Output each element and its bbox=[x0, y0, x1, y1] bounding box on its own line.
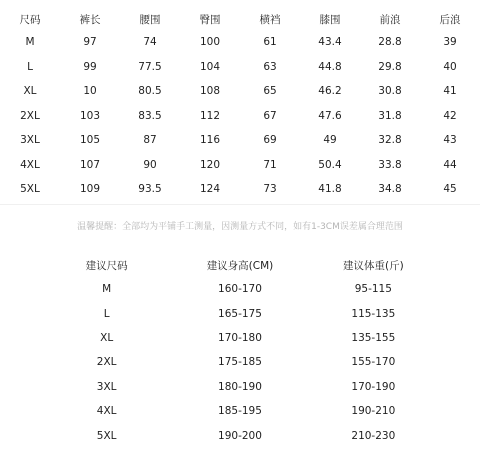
header-cell: 裤长 bbox=[79, 13, 101, 26]
table-cell: 4XL bbox=[20, 158, 40, 171]
table-cell: 41.8 bbox=[318, 183, 342, 196]
table-cell: 112 bbox=[199, 109, 221, 122]
table-cell: 99 bbox=[83, 60, 97, 73]
table-cell: 33.8 bbox=[378, 158, 402, 171]
table-cell: 135-155 bbox=[351, 331, 396, 344]
table-cell: 40 bbox=[443, 60, 457, 73]
table-cell: 49 bbox=[323, 134, 337, 147]
table-cell: 116 bbox=[199, 134, 221, 147]
table-cell: 32.8 bbox=[378, 134, 402, 147]
table-cell: 43 bbox=[443, 134, 457, 147]
header-cell: 膝围 bbox=[319, 13, 341, 26]
table-cell: 2XL bbox=[20, 109, 40, 122]
table-cell: 46.2 bbox=[318, 85, 342, 98]
table-cell: 31.8 bbox=[378, 109, 402, 122]
table-cell: 180-190 bbox=[218, 380, 262, 393]
table-row bbox=[0, 177, 480, 202]
table-row bbox=[0, 128, 480, 153]
table-cell: 65 bbox=[263, 85, 277, 98]
recommend-header-row bbox=[40, 253, 440, 277]
table-cell: 104 bbox=[199, 60, 221, 73]
table-cell: 190-210 bbox=[351, 405, 396, 418]
table-cell: 28.8 bbox=[378, 36, 402, 49]
table-cell: 108 bbox=[199, 85, 221, 98]
table-cell: 170-190 bbox=[351, 380, 396, 393]
table-row bbox=[40, 375, 440, 399]
table-cell: XL bbox=[23, 85, 37, 98]
table-cell: 95-115 bbox=[354, 283, 392, 296]
table-cell: 93.5 bbox=[138, 183, 162, 196]
table-cell: 155-170 bbox=[351, 356, 396, 369]
table-cell: 2XL bbox=[96, 356, 117, 369]
header-cell: 尺码 bbox=[19, 13, 41, 26]
table-cell: M bbox=[25, 36, 35, 49]
table-row bbox=[40, 350, 440, 374]
header-cell: 建议尺码 bbox=[85, 259, 128, 272]
header-cell: 后浪 bbox=[439, 13, 461, 26]
table-cell: 41 bbox=[443, 85, 457, 98]
table-cell: 190-200 bbox=[218, 429, 262, 442]
header-cell: 建议体重(斤) bbox=[342, 259, 404, 272]
table-cell: 124 bbox=[199, 183, 221, 196]
header-cell: 横裆 bbox=[259, 13, 281, 26]
table-cell: 175-185 bbox=[218, 356, 262, 369]
table-cell: 67 bbox=[263, 109, 277, 122]
table-cell: 115-135 bbox=[351, 307, 396, 320]
table-cell: 44.8 bbox=[318, 60, 342, 73]
table-cell: 83.5 bbox=[138, 109, 162, 122]
size-chart-header-row bbox=[0, 8, 480, 30]
table-cell: 90 bbox=[143, 158, 157, 171]
table-cell: 210-230 bbox=[351, 429, 396, 442]
table-cell: 5XL bbox=[96, 429, 117, 442]
table-cell: 87 bbox=[143, 134, 157, 147]
table-cell: 29.8 bbox=[378, 60, 402, 73]
header-cell: 臀围 bbox=[199, 13, 221, 26]
table-cell: 107 bbox=[79, 158, 101, 171]
table-cell: 44 bbox=[443, 158, 457, 171]
table-cell: 5XL bbox=[20, 183, 40, 196]
table-cell: L bbox=[103, 307, 110, 320]
table-cell: 109 bbox=[79, 183, 101, 196]
measurement-note: 温馨提醒：全部均为平铺手工测量，因测量方式不同，如有1-3CM误差属合理范围 bbox=[77, 222, 403, 232]
table-cell: 69 bbox=[263, 134, 277, 147]
table-cell: 73 bbox=[263, 183, 277, 196]
section-divider bbox=[0, 204, 480, 205]
table-cell: 10 bbox=[83, 85, 97, 98]
table-cell: XL bbox=[100, 331, 114, 344]
table-cell: 80.5 bbox=[138, 85, 162, 98]
table-row bbox=[0, 153, 480, 178]
table-cell: 3XL bbox=[20, 134, 40, 147]
table-row bbox=[40, 423, 440, 447]
table-cell: 103 bbox=[79, 109, 101, 122]
table-row bbox=[0, 55, 480, 80]
table-cell: 71 bbox=[263, 158, 277, 171]
size-chart-table bbox=[0, 8, 480, 202]
table-row bbox=[0, 30, 480, 55]
table-cell: 100 bbox=[199, 36, 221, 49]
table-row bbox=[40, 399, 440, 423]
table-cell: 34.8 bbox=[378, 183, 402, 196]
table-cell: 105 bbox=[79, 134, 101, 147]
table-cell: 50.4 bbox=[318, 158, 342, 171]
table-row bbox=[0, 79, 480, 104]
table-cell: 74 bbox=[143, 36, 157, 49]
table-cell: 61 bbox=[263, 36, 277, 49]
table-cell: 97 bbox=[83, 36, 97, 49]
table-row bbox=[40, 301, 440, 325]
table-cell: 30.8 bbox=[378, 85, 402, 98]
table-cell: 165-175 bbox=[218, 307, 262, 320]
table-cell: 185-195 bbox=[218, 405, 262, 418]
recommend-size-table bbox=[40, 253, 440, 448]
table-cell: 42 bbox=[443, 109, 457, 122]
table-cell: L bbox=[27, 60, 33, 73]
table-row bbox=[40, 277, 440, 301]
table-row bbox=[40, 326, 440, 350]
table-cell: 39 bbox=[443, 36, 457, 49]
table-cell: 4XL bbox=[96, 405, 117, 418]
table-cell: 160-170 bbox=[218, 283, 262, 296]
table-cell: 43.4 bbox=[318, 36, 342, 49]
header-cell: 腰围 bbox=[139, 13, 161, 26]
table-cell: 47.6 bbox=[318, 109, 342, 122]
table-cell: 3XL bbox=[96, 380, 117, 393]
table-row bbox=[0, 104, 480, 129]
header-cell: 建议身高(CM) bbox=[206, 259, 274, 272]
header-cell: 前浪 bbox=[379, 13, 401, 26]
table-cell: 63 bbox=[263, 60, 277, 73]
table-cell: 170-180 bbox=[218, 331, 262, 344]
table-cell: 77.5 bbox=[138, 60, 162, 73]
table-cell: 45 bbox=[443, 183, 457, 196]
table-cell: 120 bbox=[199, 158, 221, 171]
table-cell: M bbox=[102, 283, 112, 296]
